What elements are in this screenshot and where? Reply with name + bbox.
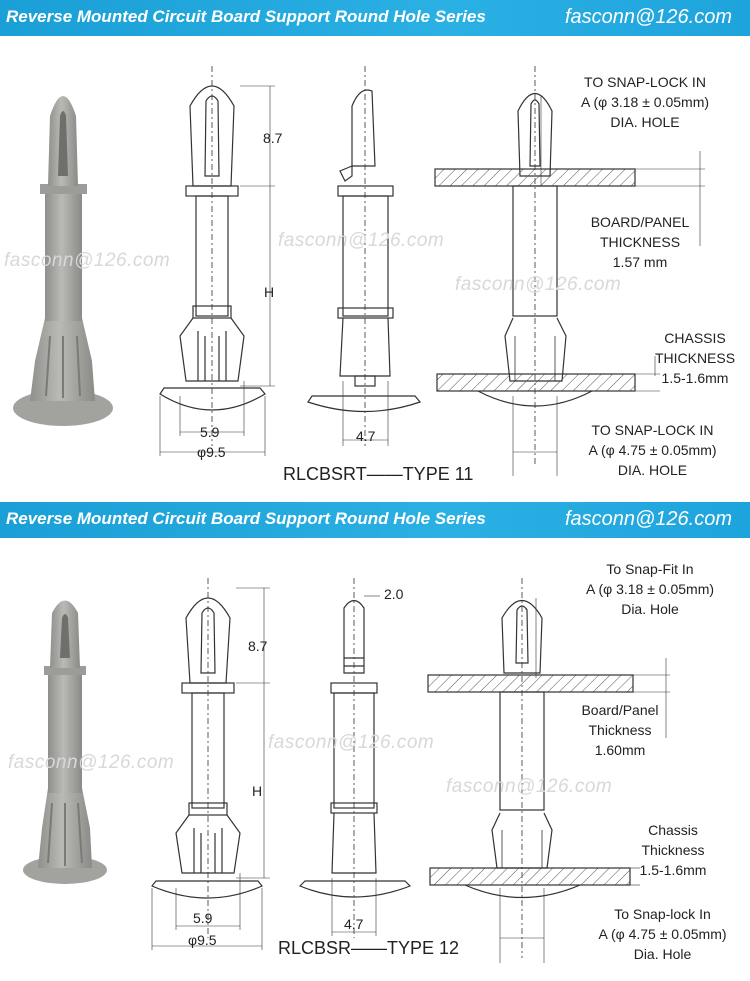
chassis-thickness-note [628,820,718,880]
series-banner-type-11 [0,0,750,36]
chassis-note-line-1: CHASSIS [664,330,726,346]
chassis-note-line-2: Thickness [641,842,705,858]
banner-brand: fasconn@126.com [564,508,732,530]
bottom-note-line-3: Dia. Hole [633,946,692,962]
top-note-line-3: DIA. HOLE [610,114,680,130]
side-view [300,578,410,938]
top-note-line-3: Dia. Hole [621,601,679,617]
watermark: fasconn@126.com [278,230,445,251]
top-snap-note [570,72,720,132]
dim-body-height: H [264,284,275,300]
dim-base-outer: φ9.5 [188,932,217,948]
dim-side-width: 4.7 [356,428,376,444]
chassis-note-line-1: Chassis [648,822,698,838]
front-view [160,66,275,456]
watermark: fasconn@126.com [8,752,175,773]
dim-body-height: H [252,783,263,799]
board-thickness-note [585,212,695,272]
model-label: RLCBSRT——TYPE 11 [283,464,474,484]
board-thickness-note [565,700,675,760]
dim-base-outer: φ9.5 [197,444,226,460]
series-banner-type-12 [0,502,750,538]
chassis-note-line-3: 1.5-1.6mm [661,370,729,386]
bottom-note-line-2: A (φ 4.75 ± 0.05mm) [588,442,717,458]
top-note-line-2: A (φ 3.18 ± 0.05mm) [580,94,710,110]
drawing-panel-type-12 [0,538,750,981]
bottom-note-line-2: A (φ 4.75 ± 0.05mm) [598,926,727,942]
dim-side-width: 4.7 [344,916,364,932]
dim-top-height: 8.7 [263,130,283,146]
model-label: RLCBSR——TYPE 12 [278,938,460,958]
part-photo [23,601,107,885]
top-snap-note [570,559,730,619]
banner-title: Reverse Mounted Circuit Board Support Round Hole Series [6,7,486,26]
side-view [308,66,420,446]
dim-base-inner: 5.9 [193,910,213,926]
watermark: fasconn@126.com [446,776,613,797]
top-note-line-1: TO SNAP-LOCK IN [584,74,706,90]
dim-pin-width: 2.0 [384,586,404,602]
board-note-line-3: 1.57 mm [612,254,668,270]
board-note-line-3: 1.60mm [594,742,646,758]
board-note-line-1: BOARD/PANEL [590,214,690,230]
chassis-note-line-3: 1.5-1.6mm [639,862,707,878]
board-note-line-1: Board/Panel [581,702,659,718]
chassis-thickness-note [650,328,740,388]
bottom-snap-note [580,904,745,964]
dim-top-height: 8.7 [248,638,268,654]
banner-title: Reverse Mounted Circuit Board Support Round Hole Series [6,509,486,528]
watermark: fasconn@126.com [268,732,435,753]
banner-brand: fasconn@126.com [564,6,732,28]
bottom-note-line-1: To Snap-lock In [614,906,711,922]
watermark: fasconn@126.com [455,274,622,295]
top-note-line-2: A (φ 3.18 ± 0.05mm) [585,581,715,597]
top-note-line-1: To Snap-Fit In [606,561,694,577]
bottom-note-line-3: DIA. HOLE [617,462,688,478]
dim-base-inner: 5.9 [200,424,220,440]
board-note-line-2: Thickness [588,722,652,738]
watermark: fasconn@126.com [4,250,171,271]
board-note-line-2: THICKNESS [599,234,681,250]
bottom-snap-note [575,420,730,480]
bottom-note-line-1: TO SNAP-LOCK IN [591,422,714,438]
drawing-panel-type-11 [0,36,750,496]
chassis-note-line-2: THICKNESS [654,350,736,366]
